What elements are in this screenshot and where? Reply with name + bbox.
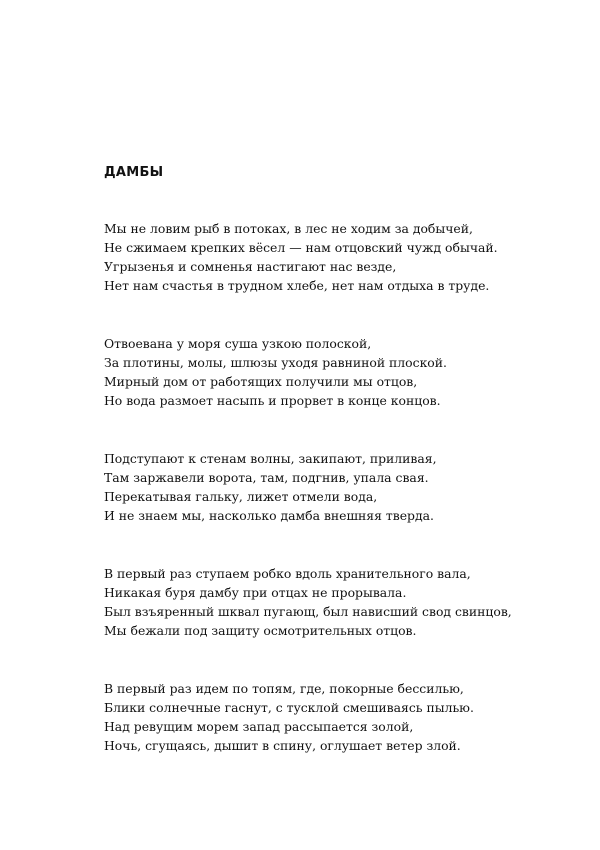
poem-title: ДАМБЫ: [104, 165, 164, 180]
poem-line: Подступают к стенам волны, закипают, приливая,: [104, 451, 437, 466]
stanza-1: [104, 219, 584, 295]
poem-line: Отвоевана у моря суша узкою полоской,: [104, 336, 372, 351]
poem-line: Перекатывая гальку, лижет отмели вода,: [104, 489, 378, 504]
poem-line: Но вода размоет насыпь и прорвет в конце концов.: [104, 393, 441, 408]
poem-line: В первый раз ступаем робко вдоль хранительного вала,: [104, 566, 471, 581]
stanza-4: [104, 564, 584, 640]
poem-line: Никакая буря дамбу при отцах не прорывала.: [104, 585, 407, 600]
poem-line: Там заржавели ворота, там, подгнив, упала свая.: [104, 470, 429, 485]
poem-line: И не знаем мы, насколько дамба внешняя тверда.: [104, 508, 434, 523]
stanza-2: [104, 334, 584, 410]
poem-line: Блики солнечные гаснут, с тусклой смешиваясь пылью.: [104, 700, 474, 715]
stanza-3: [104, 449, 584, 525]
poem-line: Не сжимаем крепких вёсел — нам отцовский чужд обычай.: [104, 240, 498, 255]
poem-line: Мы не ловим рыб в потоках, в лес не ходим за добычей,: [104, 221, 473, 236]
poem-line: Мирный дом от работящих получили мы отцов,: [104, 374, 418, 389]
poem-line: За плотины, молы, шлюзы уходя равниной плоской.: [104, 355, 447, 370]
stanza-5: [104, 679, 584, 755]
poem-line: Ночь, сгущаясь, дышит в спину, оглушает ветер злой.: [104, 738, 461, 753]
poem-line: Над ревущим морем запад рассыпается золой,: [104, 719, 414, 734]
poem-line: Нет нам счастья в трудном хлебе, нет нам отдыха в труде.: [104, 278, 490, 293]
poem-line: В первый раз идем по топям, где, покорные бессилью,: [104, 681, 464, 696]
poem-line: Был взъяренный шквал пугающ, был нависший свод свинцов,: [104, 604, 512, 619]
poem-line: Мы бежали под защиту осмотрительных отцов.: [104, 623, 417, 638]
poem-line: Угрызенья и сомненья настигают нас везде,: [104, 259, 397, 274]
